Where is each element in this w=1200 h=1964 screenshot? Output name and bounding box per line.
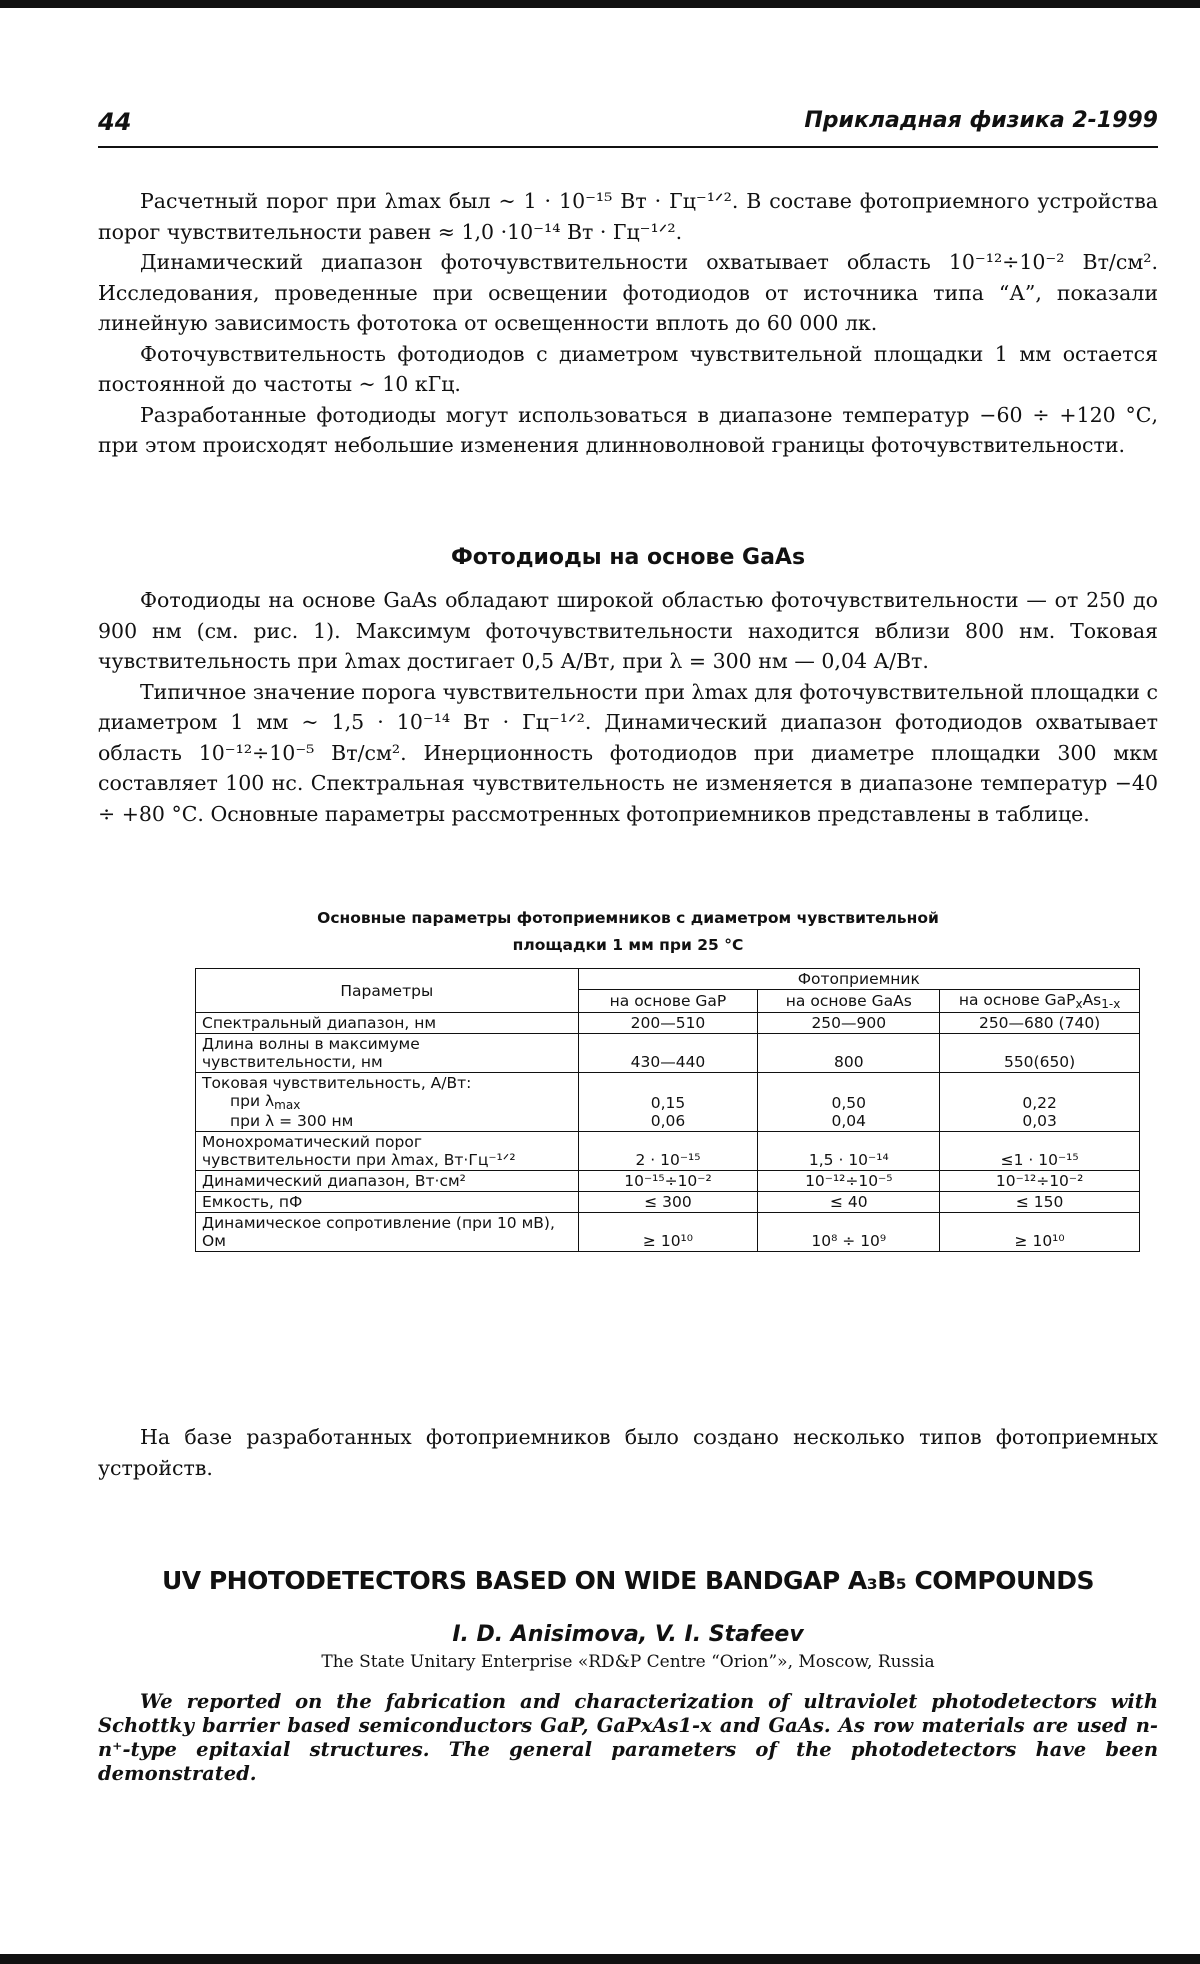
cell-gaas: 1,5 · 10⁻¹⁴ bbox=[758, 1132, 940, 1171]
english-title: UV PHOTODETECTORS BASED ON WIDE BANDGAP A₃B₅ COMPOUNDS bbox=[162, 1566, 1094, 1595]
cell-gapas: 10⁻¹²÷10⁻² bbox=[940, 1171, 1140, 1192]
column-group-header: Фотоприемник bbox=[578, 969, 1139, 990]
table-row bbox=[196, 1073, 1140, 1132]
paragraph: Расчетный порог при λmax был ~ 1 · 10⁻¹⁵ Вт · Гц⁻¹ᐟ². В составе фотоприемного устройства порог чувствительности равен ≈ 1,0 ·10⁻¹⁴ Вт · Гц⁻¹ᐟ². bbox=[98, 189, 1158, 244]
cell-gaas: ≤ 40 bbox=[758, 1192, 940, 1213]
gaas-section bbox=[98, 585, 1158, 829]
table-row bbox=[196, 1192, 1140, 1213]
column-header-gaas: на основе GaAs bbox=[758, 990, 940, 1013]
cell-gap: 0,15 0,06 bbox=[578, 1073, 758, 1132]
cell-gaas: 0,50 0,04 bbox=[758, 1073, 940, 1132]
cell-gapas: 0,22 0,03 bbox=[940, 1073, 1140, 1132]
cell-gapas: ≤1 · 10⁻¹⁵ bbox=[940, 1132, 1140, 1171]
column-header-parameters: Параметры bbox=[196, 969, 579, 1013]
table-caption-line: Основные параметры фотоприемников с диаметром чувствительной bbox=[317, 909, 939, 927]
cell-gap: 430—440 bbox=[578, 1034, 758, 1073]
table-caption bbox=[98, 905, 1158, 959]
paragraph: Динамический диапазон фоточувствительности охватывает область 10⁻¹²÷10⁻² Вт/см². Исследования, проведенные при освещении фотодиодов от источника типа “А”, показали линейную зависимость фототока от освещенности вплоть до 60 000 лк. bbox=[98, 250, 1158, 335]
paragraph: Фоточувствительность фотодиодов с диаметром чувствительной площадки 1 мм остается постоянной до частоты ~ 10 кГц. bbox=[98, 341, 1158, 396]
header-rule bbox=[98, 146, 1158, 148]
row-label: Динамическое сопротивление (при 10 мВ), Ом bbox=[196, 1213, 579, 1252]
row-sublabel: при $\lambda_{max}$ bbox=[230, 1092, 301, 1112]
parameters-table bbox=[195, 968, 1140, 1252]
column-header-gap: на основе GaP bbox=[578, 990, 758, 1013]
paragraph: На базе разработанных фотоприемников было создано несколько типов фотоприемных устройств. bbox=[98, 1425, 1158, 1480]
english-authors: I. D. Anisimova, V. I. Stafeev bbox=[452, 1622, 804, 1647]
table-header-row bbox=[196, 969, 1140, 990]
row-label bbox=[196, 1073, 579, 1132]
intro-section bbox=[98, 186, 1158, 461]
table-row bbox=[196, 1132, 1140, 1171]
row-label: Монохроматический порог чувствительности при λmax, Вт·Гц⁻¹ᐟ² bbox=[196, 1132, 579, 1171]
cell-gapas: ≥ 10¹⁰ bbox=[940, 1213, 1140, 1252]
row-label: Спектральный диапазон, нм bbox=[196, 1013, 579, 1034]
cell-gapas: ≤ 150 bbox=[940, 1192, 1140, 1213]
row-sublabel: при λ = 300 нм bbox=[230, 1112, 354, 1130]
abstract-text: We reported on the fabrication and characterization of ultraviolet photodetectors with Schottky barrier based semiconductors GaP, GaPxAs1-x and GaAs. As row materials are used n-n⁺-type epitaxial structures. The general parameters of the photodetectors have been demonstrated. bbox=[98, 1690, 1158, 1785]
table-caption-line: площадки 1 мм при 25 °С bbox=[512, 936, 744, 954]
table-row bbox=[196, 1213, 1140, 1252]
cell-gaas: 800 bbox=[758, 1034, 940, 1073]
scan-edge-bottom bbox=[0, 1954, 1200, 1964]
page-header bbox=[98, 108, 1158, 142]
cell-gap: 10⁻¹⁵÷10⁻² bbox=[578, 1171, 758, 1192]
column-header-gapas: на основе $GaP_xAs_{1-x}$ bbox=[940, 990, 1140, 1013]
cell-gap: ≤ 300 bbox=[578, 1192, 758, 1213]
scan-edge-top bbox=[0, 0, 1200, 8]
cell-gap: ≥ 10¹⁰ bbox=[578, 1213, 758, 1252]
page-number: 44 bbox=[98, 108, 132, 136]
journal-title: Прикладная физика 2-1999 bbox=[804, 108, 1158, 133]
cell-gaas: 10⁸ ÷ 10⁹ bbox=[758, 1213, 940, 1252]
row-label-main: Токовая чувствительность, А/Вт: bbox=[202, 1074, 472, 1092]
table-row bbox=[196, 1034, 1140, 1073]
english-abstract bbox=[98, 1690, 1158, 1786]
paragraph: Типичное значение порога чувствительности при λmax для фоточувствительной площадки с диаметром 1 мм ~ 1,5 · 10⁻¹⁴ Вт · Гц⁻¹ᐟ². Динамический диапазон фотодиодов охватывает область 10⁻¹²÷10⁻⁵ Вт/см². Инерционность фотодиодов при диаметре площадки 300 мкм составляет 100 нс. Спектральная чувствительность не изменяется в диапазоне температур −40 ÷ +80 °С. Основные параметры рассмотренных фотоприемников представлены в таблице. bbox=[98, 679, 1158, 826]
row-label: Емкость, пФ bbox=[196, 1192, 579, 1213]
cell-gap: 200—510 bbox=[578, 1013, 758, 1034]
cell-gapas: 250—680 (740) bbox=[940, 1013, 1140, 1034]
table-row bbox=[196, 1013, 1140, 1034]
closing-section bbox=[98, 1422, 1158, 1483]
paragraph: Фотодиоды на основе GaAs обладают широкой областью фоточувствительности — от 250 до 900 нм (см. рис. 1). Максимум фоточувствительности находится вблизи 800 нм. Токовая чувствительность при λmax достигает 0,5 А/Вт, при λ = 300 нм — 0,04 А/Вт. bbox=[98, 588, 1158, 673]
paragraph: Разработанные фотодиоды могут использоваться в диапазоне температур −60 ÷ +120 °С, при этом происходят небольшие изменения длинноволновой границы фоточувствительности. bbox=[98, 402, 1158, 457]
row-label: Динамический диапазон, Вт·см² bbox=[196, 1171, 579, 1192]
cell-gaas: 10⁻¹²÷10⁻⁵ bbox=[758, 1171, 940, 1192]
cell-gaas: 250—900 bbox=[758, 1013, 940, 1034]
cell-gap: 2 · 10⁻¹⁵ bbox=[578, 1132, 758, 1171]
section-title: Фотодиоды на основе GaAs bbox=[450, 545, 806, 570]
table-row bbox=[196, 1171, 1140, 1192]
cell-gapas: 550(650) bbox=[940, 1034, 1140, 1073]
row-label: Длина волны в максимуме чувствительности, нм bbox=[196, 1034, 579, 1073]
english-affiliation: The State Unitary Enterprise «RD&P Centre “Orion”», Moscow, Russia bbox=[321, 1652, 935, 1672]
